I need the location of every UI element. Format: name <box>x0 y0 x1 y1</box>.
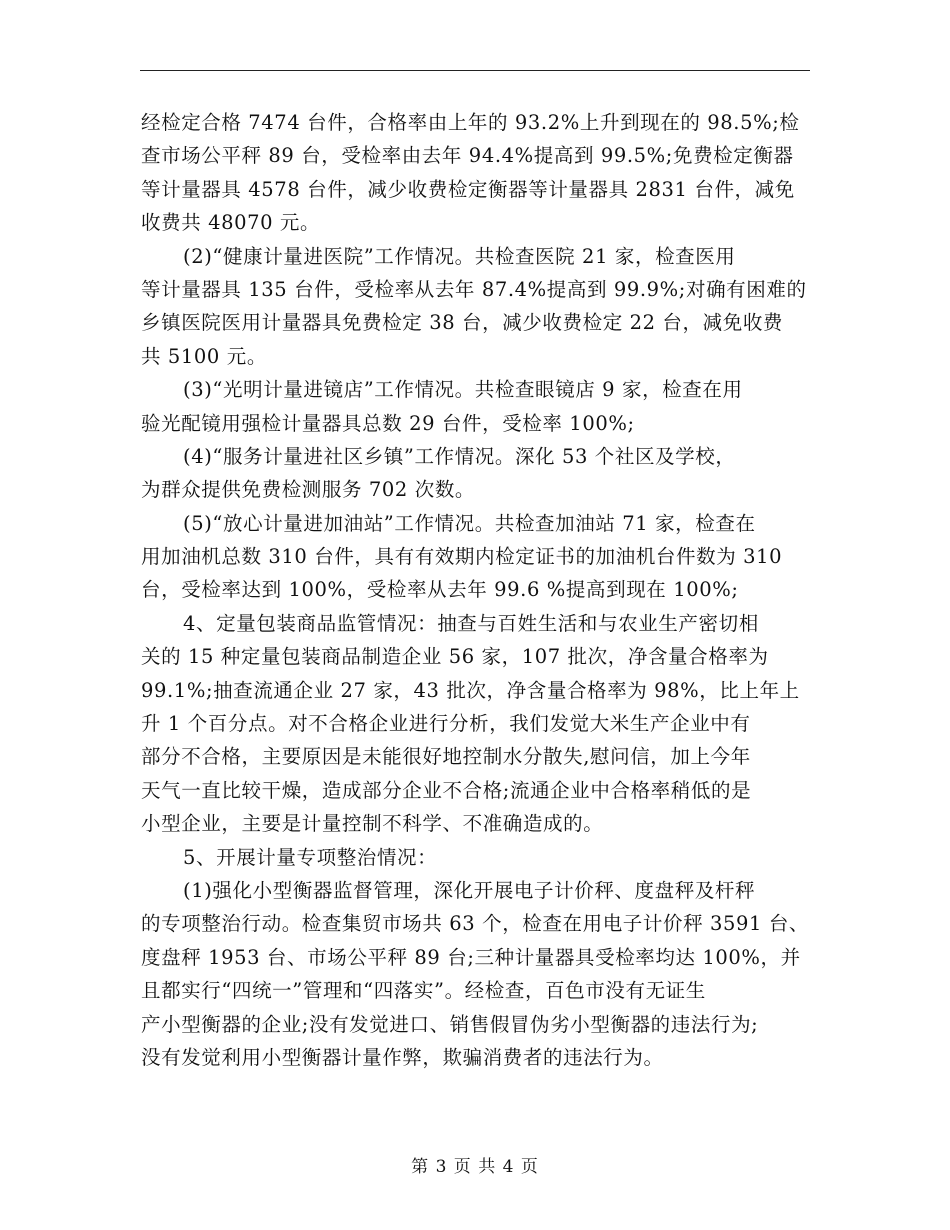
text-line: (3)“光明计量进镜店”工作情况。共检查眼镜店 9 家，检查在用 <box>183 378 743 402</box>
text-line: 查市场公平秤 89 台，受检率由去年 94.4%提高到 99.5%;免费检定衡器 <box>141 144 794 168</box>
text-line: 经检定合格 7474 台件，合格率由上年的 93.2%上升到现在的 98.5%;检 <box>141 111 800 134</box>
text-line: 产小型衡器的企业;没有发觉进口、销售假冒伪劣小型衡器的违法行为; <box>141 1012 759 1036</box>
text-line: 台，受检率达到 100%，受检率从去年 99.6 %提高到现在 100%; <box>141 578 739 602</box>
text-line: 等计量器具 4578 台件，减少收费检定衡器等计量器具 2831 台件，减免 <box>141 177 795 201</box>
text-line: 4、定量包装商品监管情况：抽查与百姓生活和与农业生产密切相 <box>183 611 759 635</box>
page-footer: 第 3 页 共 4 页 <box>411 1157 539 1177</box>
text-line: 乡镇医院医用计量器具免费检定 38 台，减少收费检定 22 台，减免收费 <box>141 311 784 335</box>
text-line: 共 5100 元。 <box>141 344 267 368</box>
text-line: 验光配镜用强检计量器具总数 29 台件，受检率 100%; <box>141 411 635 435</box>
text-line: 用加油机总数 310 台件，具有有效期内检定证书的加油机台件数为 310 <box>141 545 783 569</box>
text-line: 度盘秤 1953 台、市场公平秤 89 台;三种计量器具受检率均达 100%，并 <box>141 945 801 969</box>
text-line: 升 1 个百分点。对不合格企业进行分析，我们发觉大米生产企业中有 <box>141 712 751 736</box>
text-line: 天气一直比较干燥，造成部分企业不合格;流通企业中合格率稍低的是 <box>141 778 752 802</box>
header-rule <box>140 70 810 71</box>
text-line: 等计量器具 135 台件，受检率从去年 87.4%提高到 99.9%;对确有困难的 <box>141 277 807 301</box>
text-line: (1)强化小型衡器监督管理，深化开展电子计价秤、度盘秤及杆秤 <box>183 878 756 902</box>
text-line: 5、开展计量专项整治情况： <box>183 845 438 869</box>
text-line: 收费共 48070 元。 <box>141 211 321 235</box>
text-line: 的专项整治行动。检查集贸市场共 63 个，检查在用电子计价秤 3591 台、 <box>141 912 810 936</box>
body-text <box>141 106 821 1074</box>
text-line: 部分不合格，主要原因是未能很好地控制水分散失,慰问信，加上今年 <box>141 745 751 769</box>
text-line: (5)“放心计量进加油站”工作情况。共检查加油站 71 家，检查在 <box>183 511 756 535</box>
text-line: 没有发觉利用小型衡器计量作弊，欺骗消费者的违法行为。 <box>141 1045 664 1069</box>
text-line: 小型企业，主要是计量控制不科学、不准确造成的。 <box>141 812 604 836</box>
text-line: 99.1%;抽查流通企业 27 家，43 批次，净含量合格率为 98%，比上年上 <box>141 678 800 702</box>
text-line: 关的 15 种定量包装商品制造企业 56 家，107 批次，净含量合格率为 <box>141 645 769 669</box>
text-line: (4)“服务计量进社区乡镇”工作情况。深化 53 个社区及学校， <box>183 444 736 468</box>
text-line: 为群众提供免费检测服务 702 次数。 <box>141 478 476 502</box>
text-line: 且都实行“四统一”管理和“四落实”。经检查，百色市没有无证生 <box>141 979 706 1003</box>
text-line: (2)“健康计量进医院”工作情况。共检查医院 21 家，检查医用 <box>183 244 736 268</box>
